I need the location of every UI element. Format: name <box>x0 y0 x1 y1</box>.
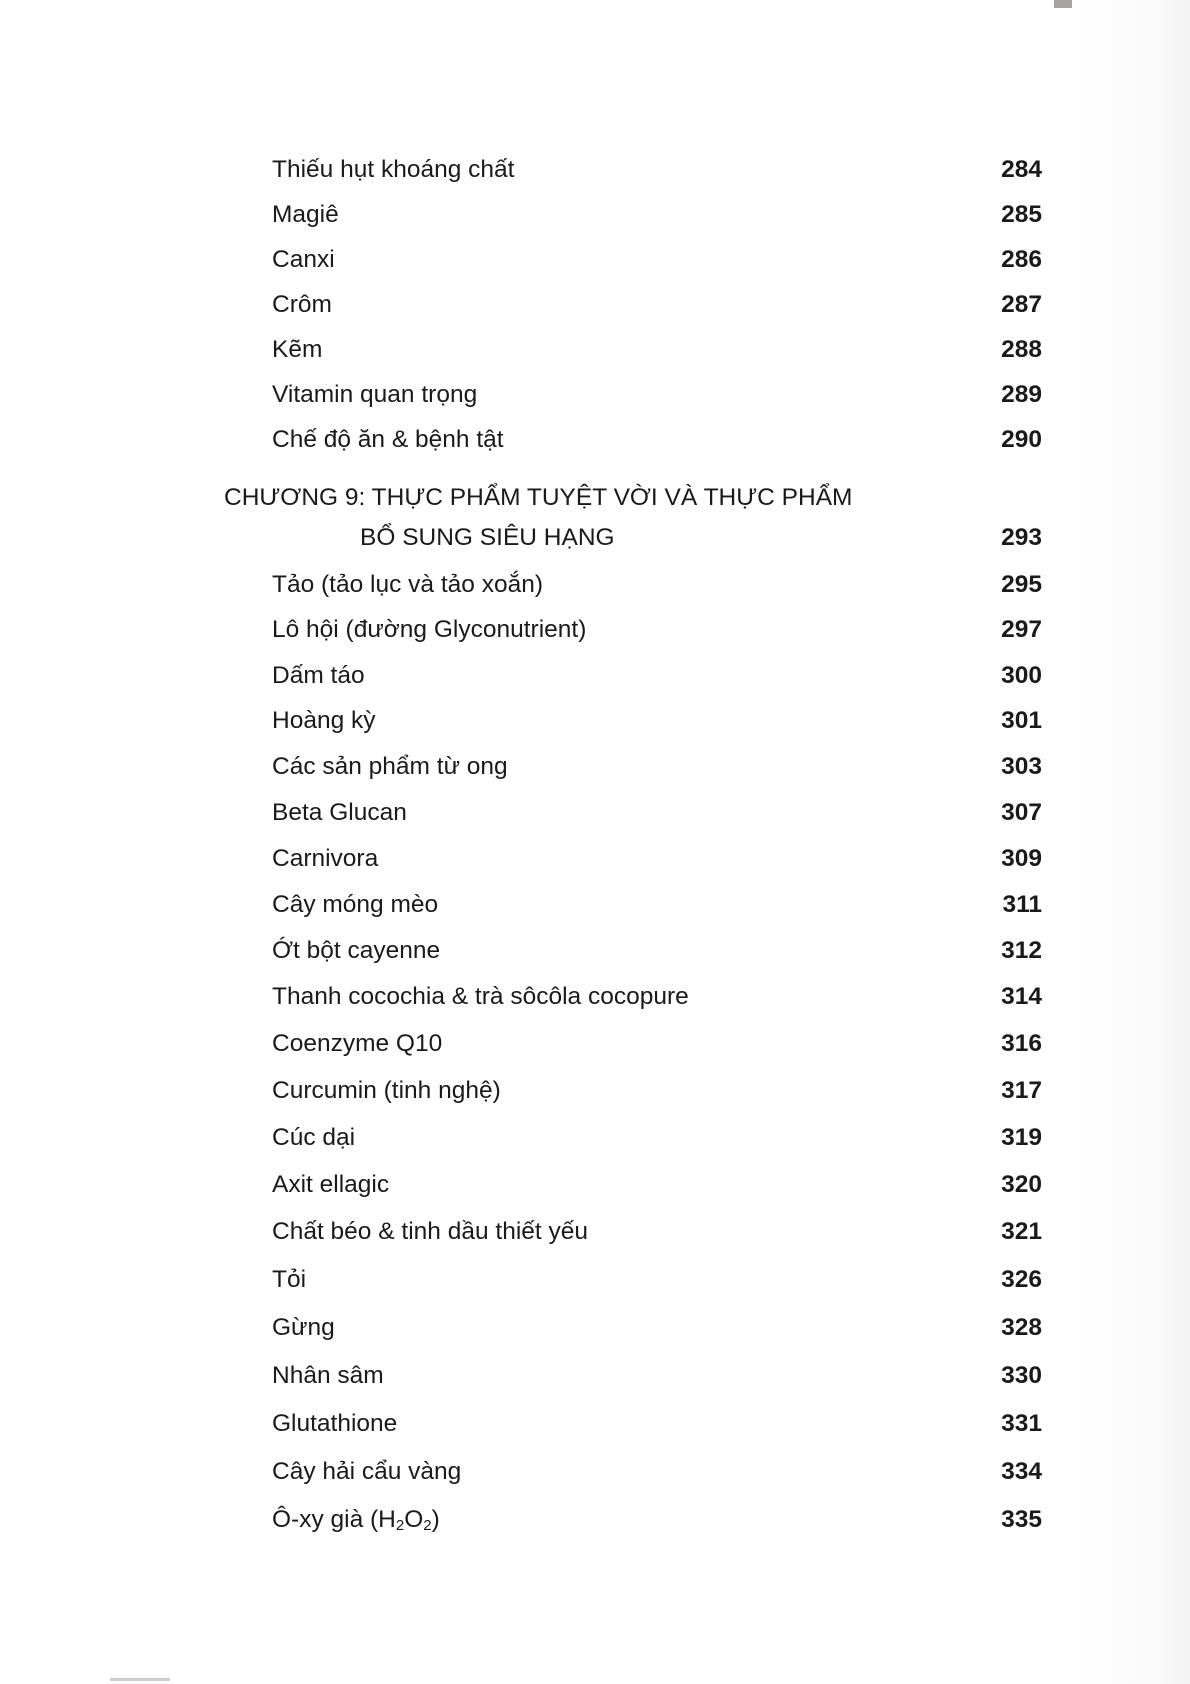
toc-entry-page: 295 <box>1001 571 1042 598</box>
toc-entry[interactable] <box>0 887 1190 923</box>
toc-entry-title: Các sản phẩm từ ong <box>272 753 508 780</box>
toc-entry[interactable] <box>0 979 1190 1015</box>
toc-entry[interactable] <box>0 1262 1190 1298</box>
toc-chapter-heading[interactable] <box>0 480 1190 560</box>
toc-entry-title: Chế độ ăn & bệnh tật <box>272 426 504 453</box>
toc-entry[interactable] <box>0 567 1190 603</box>
toc-entry-page: 307 <box>1001 799 1042 826</box>
toc-entry[interactable] <box>0 1358 1190 1394</box>
toc-entry-title: Thiếu hụt khoáng chất <box>272 156 515 183</box>
toc-entry-title: Lô hội (đường Glyconutrient) <box>272 616 587 643</box>
toc-entry[interactable] <box>0 1120 1190 1156</box>
toc-entry-page: 300 <box>1001 662 1042 689</box>
toc-entry-page: 320 <box>1001 1171 1042 1198</box>
toc-entry-title: Cây hải cẩu vàng <box>272 1458 462 1485</box>
toc-entry-title: Cúc dại <box>272 1124 356 1151</box>
toc-entry-page: 335 <box>1001 1506 1042 1533</box>
toc-entry-title: Tỏi <box>272 1266 307 1293</box>
toc-entry[interactable] <box>0 612 1190 648</box>
toc-entry-title: Dấm táo <box>272 662 365 689</box>
toc-entry-title: Vitamin quan trọng <box>272 381 478 408</box>
toc-entry-page: 312 <box>1001 937 1042 964</box>
toc-entry-page: 297 <box>1001 616 1042 643</box>
toc-entry-title: Tảo (tảo lục và tảo xoắn) <box>272 571 544 598</box>
toc-entry-page: 326 <box>1001 1266 1042 1293</box>
toc-entry-title: Canxi <box>272 246 335 273</box>
toc-entry[interactable] <box>0 703 1190 739</box>
toc-entry-title: Cây móng mèo <box>272 891 439 918</box>
formula-subscript-1: 2 <box>395 1517 405 1534</box>
toc-entry-page: 287 <box>1001 291 1042 318</box>
toc-entry-page: 330 <box>1001 1362 1042 1389</box>
toc-entry-title: Gừng <box>272 1314 335 1341</box>
toc-entry-title: Crôm <box>272 291 332 318</box>
toc-entry-page: 309 <box>1001 845 1042 872</box>
formula-suffix: ) <box>431 1506 440 1533</box>
toc-entry-page: 301 <box>1001 707 1042 734</box>
toc-entry[interactable] <box>0 1454 1190 1490</box>
toc-entry-title: Thanh cocochia & trà sôcôla cocopure <box>272 983 689 1010</box>
toc-entry-title: Curcumin (tinh nghệ) <box>272 1077 501 1104</box>
chapter-page: 293 <box>1001 524 1042 551</box>
toc-entry[interactable] <box>0 377 1190 413</box>
toc-entry[interactable] <box>0 197 1190 233</box>
toc-entry-title: Hoàng kỳ <box>272 707 376 734</box>
formula-prefix: Ô-xy già (H <box>272 1506 396 1533</box>
toc-entry-page: 284 <box>1001 156 1042 183</box>
toc-entry-page: 321 <box>1001 1218 1042 1245</box>
toc-entry[interactable] <box>0 795 1190 831</box>
toc-entry-page: 314 <box>1001 983 1042 1010</box>
toc-entry-title: Ớt bột cayenne <box>272 937 441 964</box>
toc-entry[interactable] <box>0 658 1190 694</box>
toc-entry[interactable] <box>0 841 1190 877</box>
toc-entry[interactable] <box>0 1214 1190 1250</box>
toc-entry[interactable] <box>0 749 1190 785</box>
toc-entry[interactable] <box>0 1406 1190 1442</box>
toc-entry-title: Chất béo & tinh dầu thiết yếu <box>272 1218 588 1245</box>
toc-entry[interactable] <box>0 1310 1190 1346</box>
toc-entry-page: 316 <box>1001 1030 1042 1057</box>
toc-entry[interactable] <box>0 1073 1190 1109</box>
toc-entry-page: 288 <box>1001 336 1042 363</box>
toc-entry[interactable] <box>0 1026 1190 1062</box>
chapter-title-line-2: BỔ SUNG SIÊU HẠNG <box>360 524 615 551</box>
toc-entry-page: 289 <box>1001 381 1042 408</box>
toc-entry[interactable] <box>0 1502 1190 1538</box>
toc-entry-title <box>272 1502 440 1544</box>
toc-entry-page: 334 <box>1001 1458 1042 1485</box>
toc-entry[interactable] <box>0 933 1190 969</box>
toc-entry[interactable] <box>0 332 1190 368</box>
toc-entry[interactable] <box>0 287 1190 323</box>
toc-entry-page: 290 <box>1001 426 1042 453</box>
formula-middle: O <box>404 1506 424 1533</box>
toc-entry-title: Nhân sâm <box>272 1362 384 1389</box>
toc-entry-title: Glutathione <box>272 1410 398 1437</box>
toc-entry-page: 311 <box>1002 891 1042 918</box>
toc-entry[interactable] <box>0 422 1190 458</box>
toc-entry-page: 319 <box>1001 1124 1042 1151</box>
toc-entry-page: 303 <box>1001 753 1042 780</box>
toc-entry-title: Beta Glucan <box>272 799 407 826</box>
formula-subscript-2: 2 <box>423 1517 432 1534</box>
toc-entry-title: Carnivora <box>272 845 379 872</box>
toc-entry-title: Magiê <box>272 201 339 228</box>
chapter-title-line-1: CHƯƠNG 9: THỰC PHẨM TUYỆT VỜI VÀ THỰC PHẨM <box>224 484 853 511</box>
toc-entry-page: 317 <box>1001 1077 1042 1104</box>
toc-entry[interactable] <box>0 152 1190 188</box>
toc-entry[interactable] <box>0 242 1190 278</box>
toc-entry-title: Kẽm <box>272 336 323 363</box>
toc-entry-page: 285 <box>1001 201 1042 228</box>
toc-entry[interactable] <box>0 1167 1190 1203</box>
toc-entry-page: 328 <box>1001 1314 1042 1341</box>
toc-entry-title: Axit ellagic <box>272 1171 390 1198</box>
toc-entry-title: Coenzyme Q10 <box>272 1030 443 1057</box>
toc-entry-page: 286 <box>1001 246 1042 273</box>
toc-entry-page: 331 <box>1001 1410 1042 1437</box>
